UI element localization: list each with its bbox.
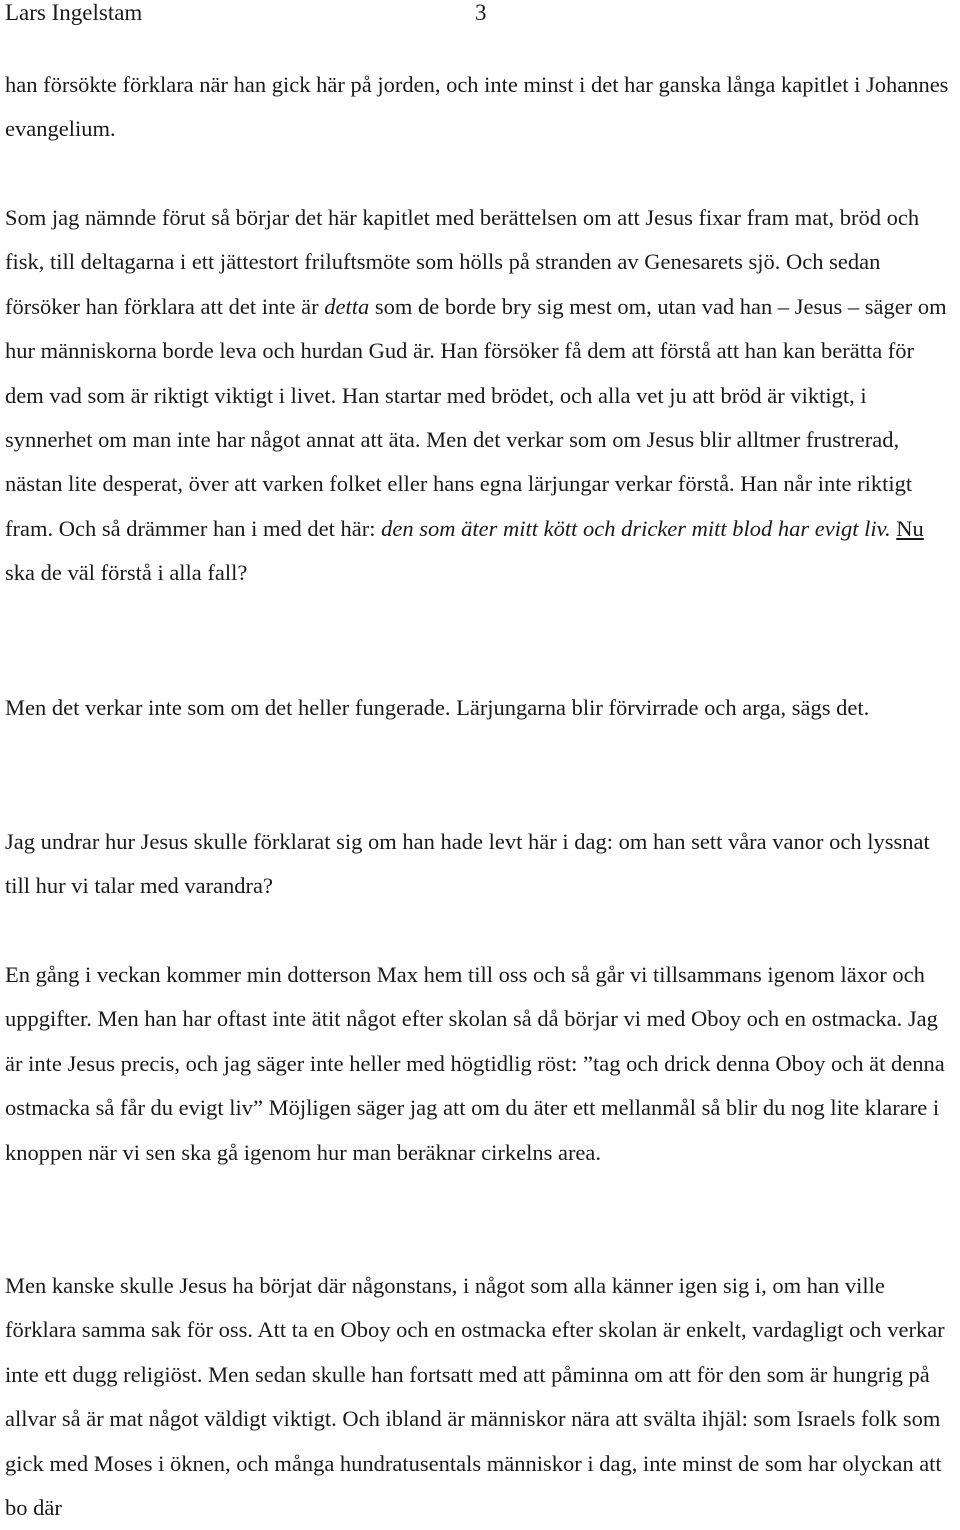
paragraph-2 <box>5 196 957 596</box>
paragraph-2-text-b: som de borde bry sig mest om, utan vad han – Jesus – säger om hur människorna borde leva och hurdan Gud är. Han försöker få dem att förstå att han kan berätta för dem vad som är riktigt viktigt i livet. Han startar med brödet, och alla vet ju att bröd är viktigt, i synnerhet om man inte har något annat att äta. Men det verkar som om Jesus blir alltmer frustrerad, nästan lite desperat, över att varken folket eller hans egna lärjungar verkar förstå. Han når inte riktigt fram. Och så drämmer han i med det här: <box>5 293 947 541</box>
paragraph-2-text-c: ska de väl förstå i alla fall? <box>5 560 248 586</box>
paragraph-4: Jag undrar hur Jesus skulle förklarat sig om han hade levt här i dag: om han sett våra vanor och lyssnat till hur vi talar med varandra? <box>5 829 930 899</box>
document-page <box>5 0 957 1521</box>
header-page-number: 3 <box>475 0 487 25</box>
running-header <box>5 0 957 26</box>
paragraph-2-italic-quote: den som äter mitt kött och dricker mitt blod har evigt liv. <box>381 515 891 541</box>
paragraph-1: han försökte förklara när han gick här på jorden, och inte minst i det har ganska långa kapitlet i Johannes evangelium. <box>5 72 949 142</box>
paragraph-2-underlined-nu: Nu <box>896 515 924 541</box>
paragraph-5: En gång i veckan kommer min dotterson Max hem till oss och så går vi tillsammans igenom läxor och uppgifter. Men han har oftast inte ätit något efter skolan så då börjar vi med Oboy och en ostmacka. Jag är inte Jesus precis, och jag säger inte heller med högtidlig röst: ”tag och drick denna Oboy och ät denna ostmacka så får du evigt liv” Möjligen säger jag att om du äter ett mellanmål så blir du nog lite klarare i knoppen när vi sen ska gå igenom hur man beräknar cirkelns area. <box>5 962 945 1165</box>
paragraph-3: Men det verkar inte som om det heller fungerade. Lärjungarna blir förvirrade och arga, sägs det. <box>5 695 870 720</box>
paragraph-2-text-a: Som jag nämnde förut så börjar det här kapitlet med berättelsen om att Jesus fixar fram mat, bröd och fisk, till deltagarna i ett jättestort friluftsmöte som hölls på stranden av Genesarets sjö. Och sedan försöker han förklara att det inte är <box>5 205 920 319</box>
paragraph-2-italic-detta: detta <box>324 293 370 319</box>
header-author: Lars Ingelstam <box>5 0 143 25</box>
paragraph-6: Men kanske skulle Jesus ha börjat där någonstans, i något som alla känner igen sig i, om han ville förklara samma sak för oss. Att ta en Oboy och en ostmacka efter skolan är enkelt, vardagligt och verkar inte ett dugg religiöst. Men sedan skulle han fortsatt med att påminna om att för den som är hungrig på allvar så är mat något väldigt viktigt. Och ibland är människor nära att svälta ihjäl: som Israels folk som gick med Moses i öknen, och många hundratusentals människor i dag, inte minst de som har olyckan att bo där <box>5 1273 945 1521</box>
